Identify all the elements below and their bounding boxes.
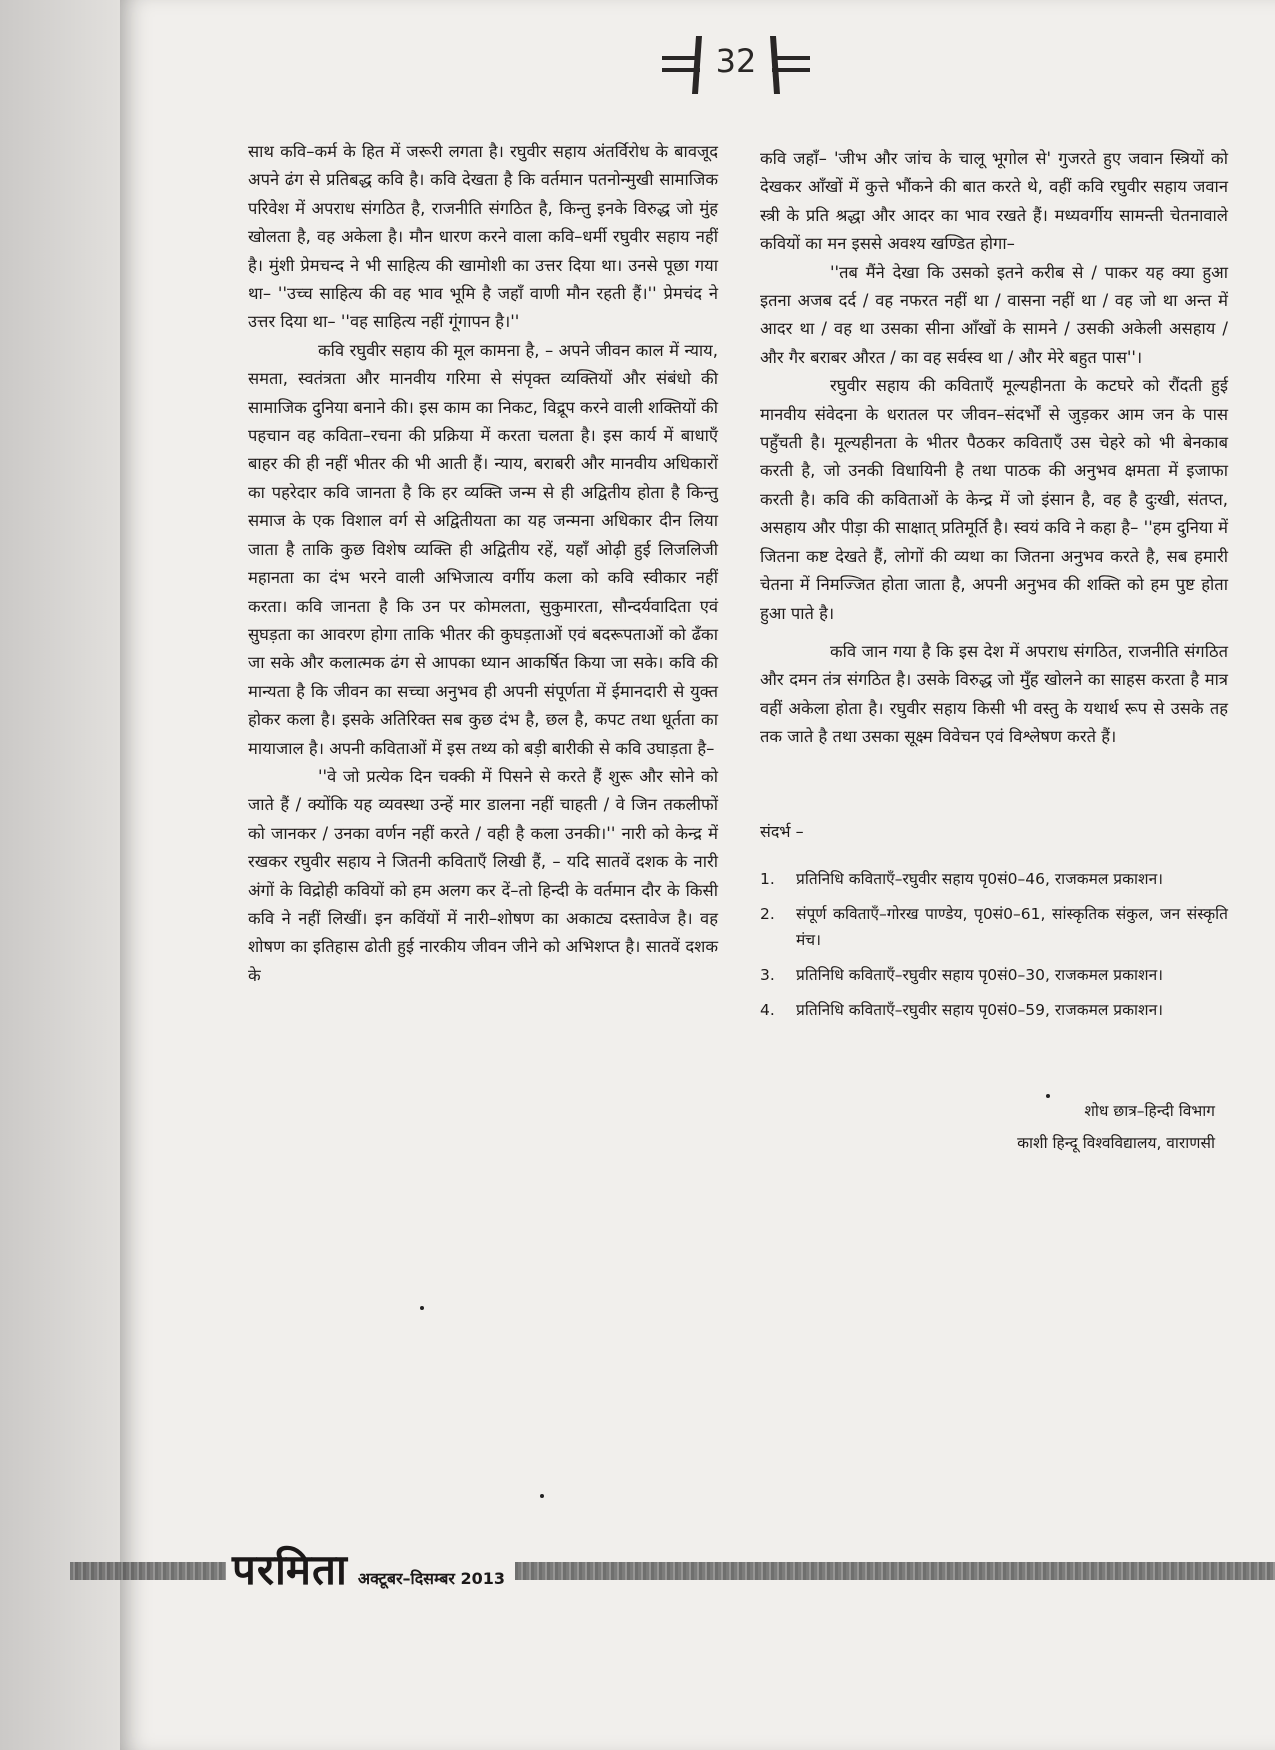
paragraph: कवि जहाँ– 'जीभ और जांच के चालू भूगोल से' गुजरते हुए जवान स्त्रियों को देखकर आँखों में कुत्ते भौंकने की बात करते थे, वहीं कवि रघुवीर सहाय जवान स्त्री के प्रति श्रद्धा और आदर का भाव रखते हैं। मध्यवर्गीय सामन्ती चेतनावाले कवियों का मन इससे अवश्य खण्डित होगा– (760, 149, 1228, 254)
binding-shadow (0, 0, 120, 1750)
page-number: 32 (715, 42, 757, 80)
reference-item: 4. प्रतिनिधि कविताएँ–रघुवीर सहाय पृ0सं0–59, राजकमल प्रकाशन। (760, 1001, 1164, 1019)
affiliation-line: काशी हिन्दू विश्वविद्यालय, वाराणसी (1017, 1134, 1215, 1152)
quote-paragraph: ''वे जो प्रत्येक दिन चक्की में पिसने से करते हैं शुरू और सोने को जाते हैं / क्योंकि यह व्यवस्था उन्हें मार डालना नहीं चाहती / वे जिन तकलीफों को जानकर / उनका वर्णन नहीं करते / वही है कला उनकी।'' नारी को केन्द्र में रखकर रघुवीर सहाय ने जितनी कविताएँ लिखी हैं, – यदि सातवें दशक के नारी अंगों के विद्रोही कवियों को हम अलग कर दें–तो हिन्दी के वर्तमान दौर के किसी कवि ने नहीं लिखीं। इन कविंयों में नारी–शोषण का अकाट्य दस्तावेज है। वह शोषण का इतिहास ढोती हुई नारकीय जीवन जीने को अभिशप्त है। सातवें दशक के (248, 766, 718, 985)
journal-brand: परमिता (232, 1545, 348, 1594)
reference-item: 1. प्रतिनिधि कविताएँ–रघुवीर सहाय पृ0सं0–46, राजकमल प्रकाशन। (760, 870, 1164, 888)
references-list (760, 866, 1228, 1032)
print-speck (540, 1494, 544, 1498)
bleed-through-text (240, 1250, 720, 1530)
bleed-through-text (750, 1250, 1230, 1530)
print-speck (420, 1306, 424, 1310)
paragraph: कवि जान गया है कि इस देश में अपराध संगठित, राजनीति संगठित और दमन तंत्र संगठित है। उसके विरुद्ध जो मुँह खोलने का साहस करता है मात्र वहीं अकेला होता है। रघुवीर सहाय किसी भी वस्तु के यथार्थ रूप से उसके तह तक जाते है तथा उसका सूक्ष्म विवेचन एवं विश्लेषण करते हैं। (760, 641, 1228, 747)
page-number-ornament (650, 30, 820, 100)
quote-paragraph: ''तब मैंने देखा कि उसको इतने करीब से / पाकर यह क्या हुआ इतना अजब दर्द / वह नफरत नहीं था / वासना नहीं था / वह जो था अन्त में आदर था / वह था उसका सीना आँखों के सामने / उसकी अकेली असहाय / और गैर बराबर औरत / का वह सर्वस्व था / और मेरे बहुत पास''। (760, 262, 1228, 367)
affiliation-line: शोध छात्र–हिन्दी विभाग (1084, 1102, 1215, 1120)
reference-item: 3. प्रतिनिधि कविताएँ–रघुवीर सहाय पृ0सं0–30, राजकमल प्रकाशन। (760, 966, 1164, 984)
paragraph: कवि रघुवीर सहाय की मूल कामना है, – अपने जीवन काल में न्याय, समता, स्वतंत्रता और मानवीय गरिमा से संपृक्त व्यक्तियों और संबंधो की सामाजिक दुनिया बनाने की। इस काम का निकट, विद्रूप करने वाली शक्तियों की पहचान वह कविता–रचना की प्रक्रिया में करता चलता है। इस कार्य में बाधाएँ बाहर की ही नहीं भीतर की भी आती हैं। न्याय, बराबरी और मानवीय अधिकारों का पहरेदार कवि जानता है कि हर व्यक्ति जन्म से ही अद्वितीय होता है किन्तु समाज के एक विशाल वर्ग से अद्वितीयता का यह जन्मना अधिकार दीन लिया जाता है ताकि कुछ विशेष व्यक्ति ही अद्वितीय रहें, यहाँ ओढ़ी हुई लिजलिजी महानता का दंभ भरने वाली अभिजात्य वर्गीय कला को कवि स्वीकार नहीं करता। कवि जानता है कि उन पर कोमलता, सुकुमारता, सौन्दर्यवादिता एवं सुघड़ता का आवरण होगा ताकि भीतर की कुघड़ताओं एवं बदरूपताओं को ढँका जा सके और कलात्मक ढंग से आपका ध्यान आकर्षित किया जा सके। कवि की मान्यता है कि जीवन का सच्चा अनुभव ही अपनी संपूर्णता में ईमानदारी से युक्त होकर कला है। इसके अतिरिक्त सब कुछ दंभ है, छल है, कपट तथा धूर्तता का मायाजाल है। अपनी कविताओं में इस तथ्य को बड़ी बारीकी से कवि उघाड़ता है– (248, 340, 718, 758)
footer (226, 1540, 515, 1597)
right-column (760, 145, 1228, 752)
author-affiliation (1017, 1095, 1215, 1159)
issue-date: अक्टूबर–दिसम्बर 2013 (357, 1569, 505, 1588)
left-column (248, 138, 718, 990)
references-title: संदर्भ – (760, 822, 804, 841)
reference-item: 2. संपूर्ण कविताएँ–गोरख पाण्डेय, पृ0सं0–61, सांस्कृतिक संकुल, जन संस्कृति मंच। (760, 905, 1228, 949)
paragraph: रघुवीर सहाय की कविताएँ मूल्यहीनता के कटघरे को रौंदती हुई मानवीय संवेदना के धरातल पर जीवन–संदर्भों से जुड़कर आम जन के पास पहुँचती है। मूल्यहीनता के भीतर पैठकर कविताएँ उस चेहरे को भी बेनकाब करती है, जो उनकी विधायिनी है तथा पाठक की अनुभव क्षमता में इजाफा करती है। कवि की कविताओं के केन्द्र में जो इंसान है, वह है दुःखी, संतप्त, असहाय और पीड़ा की साक्षात् प्रतिमूर्ति है। स्वयं कवि ने कहा है– ''हम दुनिया में जितना कष्ट देखते हैं, लोगों की व्यथा का जितना अनुभव करते है, सब हमारी चेतना में निमज्जित होता जाता है, अपनी अनुभव की शक्ति को हम पुष्ट होता हुआ पाते है। (760, 376, 1228, 623)
paragraph: साथ कवि–कर्म के हित में जरूरी लगता है। रघुवीर सहाय अंतर्विरोध के बावजूद अपने ढंग से प्रतिबद्ध कवि है। कवि देखता है कि वर्तमान पतनोन्मुखी सामाजिक परिवेश में अपराध संगठित है, राजनीति संगठित है, किन्तु इनके विरुद्ध जो मुंह खोलता है, वह अकेला है। मौन धारण करने वाला कवि–धर्मी रघुवीर सहाय नहीं है। मुंशी प्रेमचन्द ने भी साहित्य की खामोशी का उत्तर दिया था। उनसे पूछा गया था– ''उच्च साहित्य की वह भाव भूमि है जहाँ वाणी मौन रहती हैं।'' प्रेमचंद ने उत्तर दिया था– ''वह साहित्य नहीं गूंगापन है।'' (248, 142, 718, 332)
print-speck (1046, 1094, 1050, 1098)
